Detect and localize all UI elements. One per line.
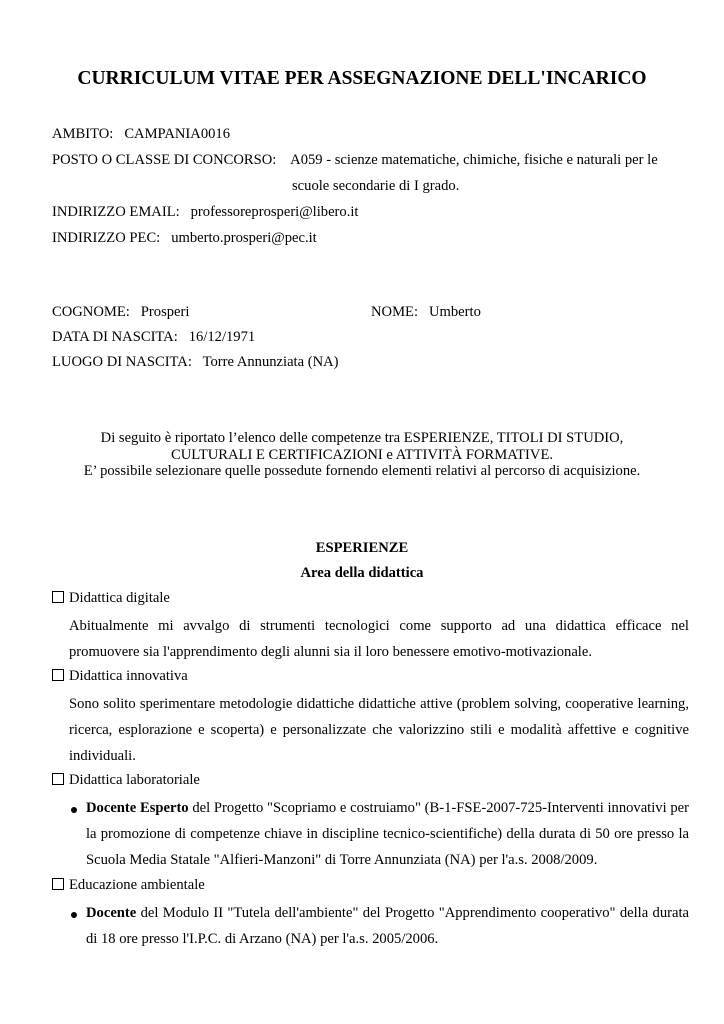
- section-subheading: Area della didattica: [300, 565, 424, 581]
- item-didattica-digitale: [52, 590, 170, 607]
- luogo-value: Torre Annunziata (NA): [202, 354, 339, 370]
- checkbox-educazione-ambientale[interactable]: [52, 878, 64, 890]
- bullet-item: [86, 900, 689, 952]
- item-didattica-laboratoriale: [52, 772, 200, 789]
- intro-line-3: E’ possibile selezionare quelle possedute fornendo elementi relativi al percorso di acquisizione.: [83, 463, 641, 479]
- pec-label: INDIRIZZO PEC:: [52, 230, 161, 246]
- item-label: Didattica innovativa: [69, 668, 188, 684]
- bullet-role: Docente: [86, 905, 137, 921]
- item-educazione-ambientale: [52, 877, 205, 894]
- cognome-label: COGNOME:: [52, 304, 130, 320]
- bullet-role: Docente Esperto: [86, 800, 189, 816]
- section-heading: ESPERIENZE: [315, 540, 409, 556]
- bullet-icon: [71, 912, 77, 918]
- bullet-item: [86, 795, 689, 873]
- document-title: CURRICULUM VITAE PER ASSEGNAZIONE DELL'INCARICO: [77, 68, 647, 89]
- item-label: Didattica digitale: [69, 590, 170, 606]
- luogo-row: [52, 354, 339, 371]
- posto-value-line2: scuole secondarie di I grado.: [292, 178, 460, 194]
- item-label: Educazione ambientale: [69, 877, 205, 893]
- ambito-row: [52, 126, 230, 143]
- email-label: INDIRIZZO EMAIL:: [52, 204, 180, 220]
- cognome-value: Prosperi: [140, 304, 190, 320]
- email-value: professoreprosperi@libero.it: [190, 204, 359, 220]
- pec-value: umberto.prosperi@pec.it: [171, 230, 317, 246]
- nome-value: Umberto: [428, 304, 481, 320]
- luogo-label: LUOGO DI NASCITA:: [52, 354, 192, 370]
- bullet-description: del Modulo II "Tutela dell'ambiente" del Progetto "Apprendimento cooperativo" della durata di 18 ore presso l'I.P.C. di Arzano (NA) per l'a.s. 2005/2006.: [86, 905, 689, 947]
- nome-row: [371, 304, 481, 321]
- checkbox-didattica-laboratoriale[interactable]: [52, 773, 64, 785]
- ambito-label: AMBITO:: [52, 126, 114, 142]
- checkbox-didattica-innovativa[interactable]: [52, 669, 64, 681]
- cognome-row: [52, 304, 189, 321]
- posto-row: [52, 152, 658, 169]
- intro-line-1: Di seguito è riportato l’elenco delle competenze tra ESPERIENZE, TITOLI DI STUDIO,: [100, 430, 624, 446]
- ambito-value: CAMPANIA0016: [124, 126, 231, 142]
- item-didattica-innovativa: [52, 668, 188, 685]
- intro-line-2: CULTURALI E CERTIFICAZIONI e ATTIVITÀ FORMATIVE.: [170, 447, 554, 463]
- posto-value-line1: A059 - scienze matematiche, chimiche, fisiche e naturali per le: [290, 152, 658, 168]
- bullet-description: del Progetto "Scopriamo e costruiamo" (B-1-FSE-2007-725-Interventi innovativi per la promozione di competenze chiave in discipline tecnico-scientifiche) della durata di 50 ore presso la Scuola Media Statale "Alfieri-Manzoni" di Torre Annunziata (NA) per l'a.s. 2008/2009.: [86, 800, 689, 868]
- pec-row: [52, 230, 317, 247]
- checkbox-didattica-digitale[interactable]: [52, 591, 64, 603]
- posto-label: POSTO O CLASSE DI CONCORSO:: [52, 152, 277, 168]
- email-row: [52, 204, 358, 221]
- nascita-label: DATA DI NASCITA:: [52, 329, 178, 345]
- item-description: Sono solito sperimentare metodologie didattiche didattiche attive (problem solving, cooperative learning, ricerca, esplorazione e scoperta) e personalizzate che valorizzino stili e modalità affettive e cognitive individuali.: [69, 696, 689, 764]
- item-label: Didattica laboratoriale: [69, 772, 200, 788]
- nome-label: NOME:: [371, 304, 419, 320]
- item-description: Abitualmente mi avvalgo di strumenti tecnologici come supporto ad una didattica efficace nel promuovere sia l'apprendimento degli alunni sia il loro benessere emotivo-motivazionale.: [69, 618, 689, 660]
- nascita-value: 16/12/1971: [188, 329, 256, 345]
- bullet-icon: [71, 807, 77, 813]
- nascita-row: [52, 329, 255, 346]
